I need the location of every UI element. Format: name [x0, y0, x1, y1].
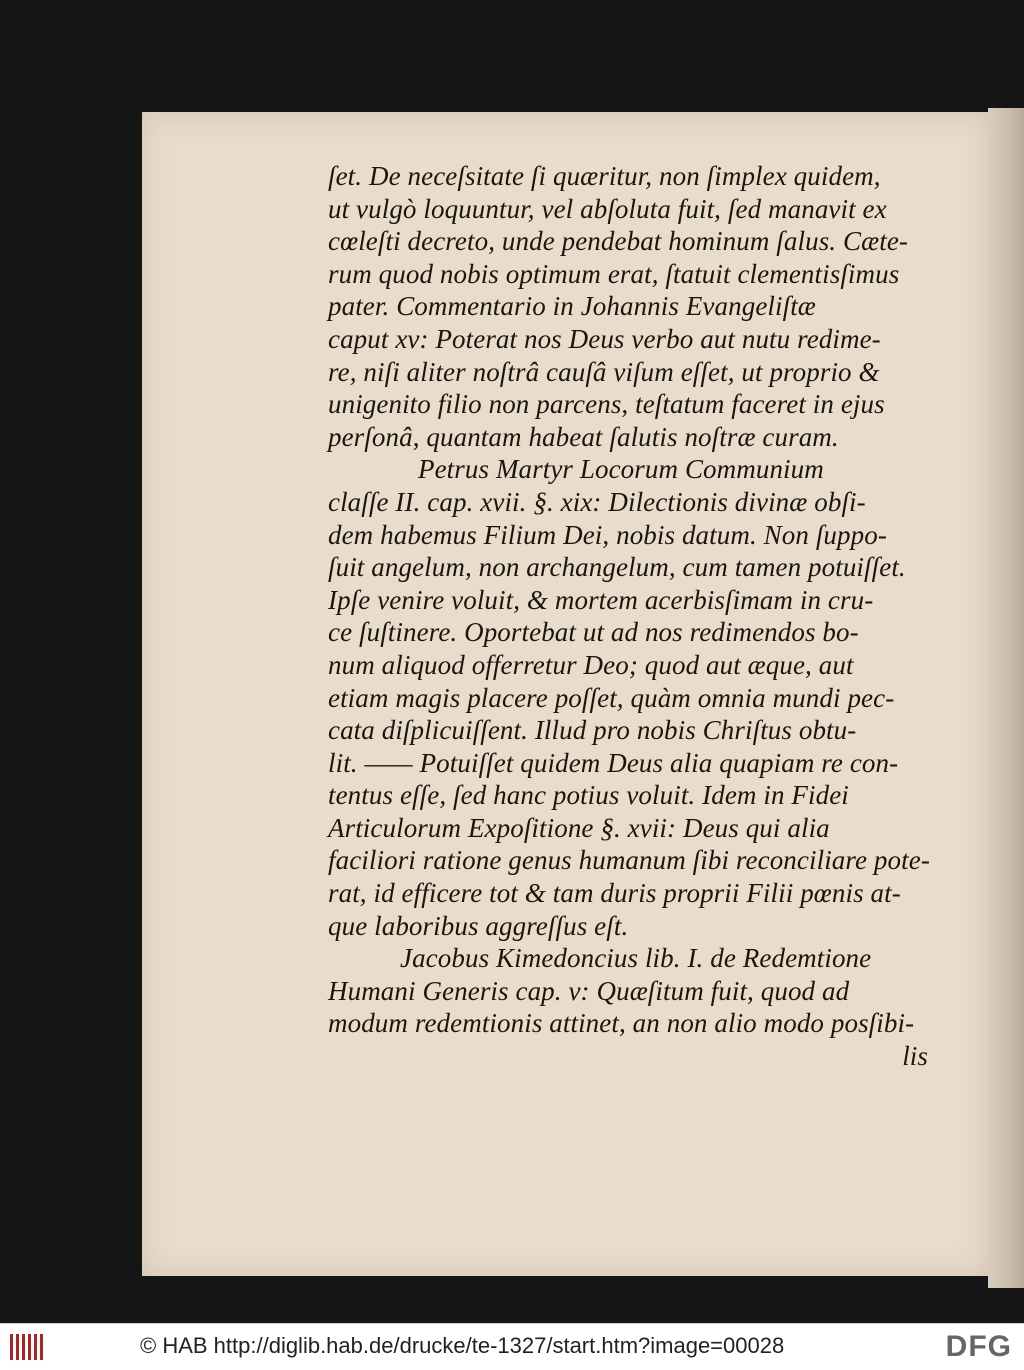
- text-line: cata diſplicuiſſent. Illud pro nobis Chriſtus obtu-: [328, 715, 857, 746]
- page-text-block: [328, 160, 928, 1073]
- text-line: perſonâ, quantam habeat ſalutis noſtræ curam.: [328, 421, 839, 452]
- text-line: modum redemtionis attinet, an non alio modo posſibi-: [328, 1008, 915, 1039]
- text-line: rum quod nobis optimum erat, ſtatuit clementisſimus: [328, 258, 900, 289]
- text-line: claſſe II. cap. xvii. §. xix: Dilectionis divinæ obſi-: [328, 486, 866, 517]
- text-line: lit. —— Potuiſſet quidem Deus alia quapiam re con-: [328, 747, 899, 778]
- text-line: faciliori ratione genus humanum ſibi reconciliare pote-: [328, 845, 930, 876]
- library-logo-icon: [10, 1334, 44, 1360]
- text-line: etiam magis placere poſſet, quàm omnia mundi pec-: [328, 682, 895, 713]
- text-line: ſet. De neceſsitate ſi quæritur, non ſimplex quidem,: [328, 161, 881, 191]
- text-line: ut vulgò loquuntur, vel abſoluta fuit, ſed manavit ex: [328, 193, 887, 224]
- text-line: pater. Commentario in Johannis Evangeliſtæ: [328, 291, 816, 322]
- text-line: caput xv: Poterat nos Deus verbo aut nutu redime-: [328, 323, 881, 354]
- text-line: tentus eſſe, ſed hanc potius voluit. Idem in Fidei: [328, 780, 849, 811]
- text-line: Articulorum Expoſitione §. xvii: Deus qui alia: [328, 812, 830, 843]
- text-line: que laboribus aggreſſus eſt.: [328, 910, 629, 941]
- text-line: Jacobus Kimedoncius lib. I. de Redemtione: [400, 943, 872, 974]
- dfg-logo: DFG: [945, 1330, 1012, 1363]
- text-line: Humani Generis cap. v: Quæſitum fuit, quod ad: [328, 975, 850, 1006]
- text-line: cœleſti decreto, unde pendebat hominum ſalus. Cæte-: [328, 226, 908, 257]
- text-line: dem habemus Filium Dei, nobis datum. Non ſuppo-: [328, 519, 887, 550]
- next-page-edge: [988, 108, 1024, 1288]
- footer-url[interactable]: © HAB http://diglib.hab.de/drucke/te-1327/start.htm?image=00028: [140, 1333, 785, 1358]
- text-line: ce ſuſtinere. Oportebat ut ad nos redimendos bo-: [328, 617, 859, 648]
- text-line: ſuit angelum, non archangelum, cum tamen potuiſſet.: [328, 552, 906, 583]
- text-line: rat, id efficere tot & tam duris proprii Filii pœnis at-: [328, 878, 901, 909]
- text-line: unigenito filio non parcens, teſtatum faceret in ejus: [328, 389, 885, 420]
- text-line: Petrus Martyr Locorum Communium: [418, 454, 824, 485]
- text-line: num aliquod offerretur Deo; quod aut æque, aut: [328, 649, 854, 680]
- footer-bar: [0, 1323, 1024, 1370]
- text-line: Ipſe venire voluit, & mortem acerbisſimam in cru-: [328, 584, 874, 615]
- catchword: lis: [902, 1041, 928, 1072]
- text-line: re, niſi aliter noſtrâ cauſâ viſum eſſet, ut proprio &: [328, 356, 880, 387]
